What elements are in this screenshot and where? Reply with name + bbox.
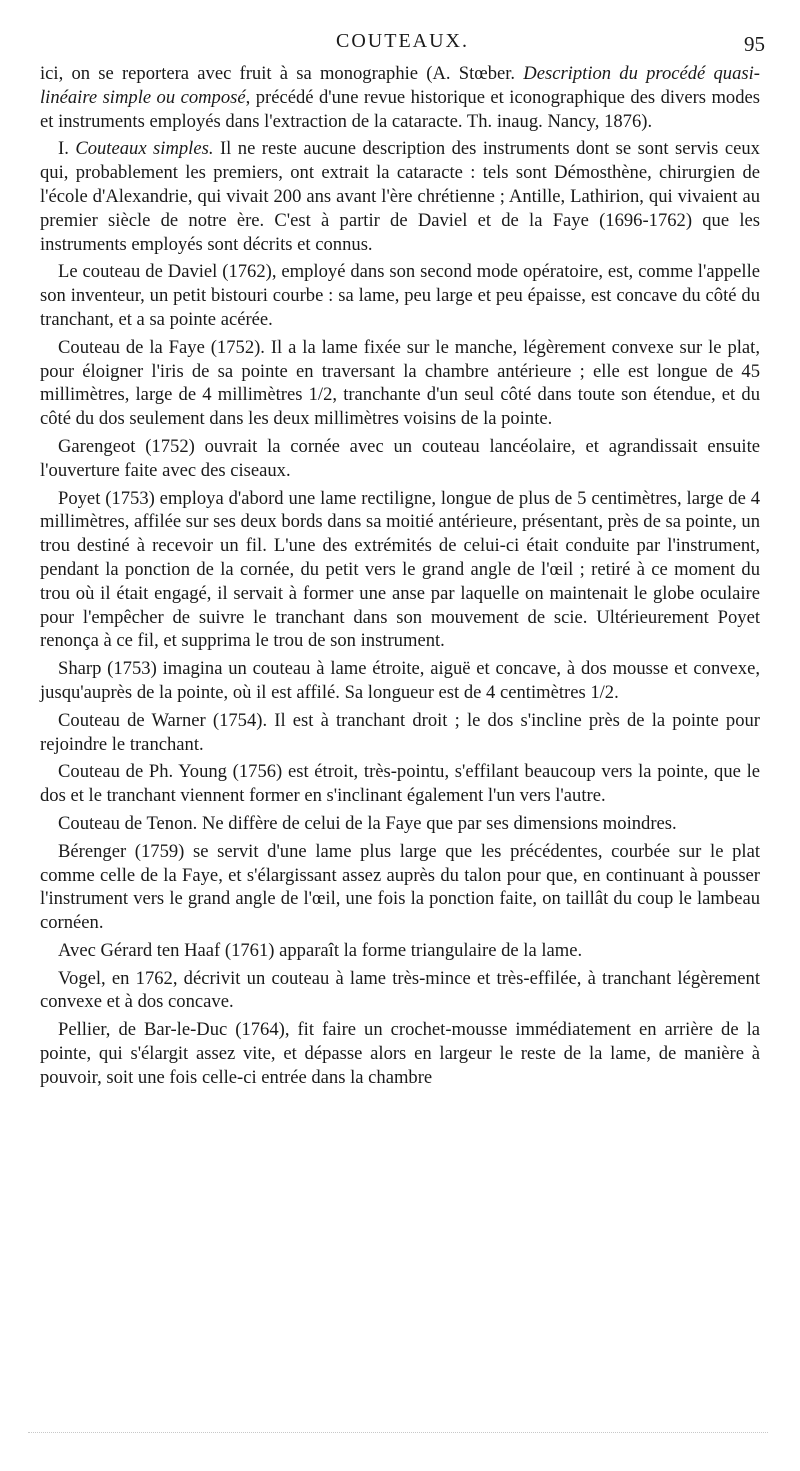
paragraph-text: Avec Gérard ten Haaf (1761) apparaît la forme triangulaire de la lame. — [58, 939, 583, 961]
paragraph-text: , précédé d'une revue historique et iconographique des divers modes et instruments employés dans l'extraction de la cataracte. Th. inaug. Nancy, 1876). — [40, 86, 761, 132]
paragraph-couteaux-simples — [40, 137, 760, 256]
paragraph-text: Bérenger (1759) se servit d'une lame plus large que les précédentes, courbée sur le plat comme celle de la Faye, et s'élargissant assez auprès du talon pour que, en continuant à pousser l'instrument vers le grand angle de l'œil, une fois la ponction faite, on taillât du coup le lambeau cornéen. — [40, 840, 760, 934]
paragraph-daviel — [40, 260, 760, 331]
paragraph-text: Il ne reste aucune description des instruments dont se sont servis ceux qui, probablement les premiers, ont extrait la cataracte : tels sont Démosthène, chirurgien de l'école d'Alexandrie, qui vivait 200 ans avant l'ère chrétienne ; Antille, Lathirion, qui vivaient au premier siècle de notre ère. C'est à partir de Daviel et de la Faye (1696-1762) que les instruments employés sont décrits et connus. — [40, 138, 760, 255]
paragraph-la-faye — [40, 336, 760, 431]
paragraph-text: Couteau de la Faye (1752). Il a la lame fixée sur le manche, légèrement convexe sur le plat, pour éloigner l'iris de sa pointe en traversant la chambre antérieure ; elle est longue de 45 millimètres, large de 4 millimètres 1/2, tranchante d'un seul côté dans toute son étendue, et du côté du dos seulement dans les deux millimètres voisins de la pointe. — [40, 336, 760, 430]
paragraph-poyet — [40, 487, 760, 654]
paragraph-ten-haaf — [40, 939, 760, 963]
body-text — [40, 62, 760, 1094]
paragraph-vogel — [40, 967, 760, 1015]
paragraph-tenon — [40, 812, 760, 836]
paragraph-text: Pellier, de Bar-le-Duc (1764), fit faire un crochet-mousse immédiatement en arrière de la pointe, qui s'élargit assez vite, et dépasse alors en largeur le reste de la lame, de manière à pouvoir, soit une fois celle-ci entrée dans la chambre — [40, 1019, 760, 1088]
paragraph-text: Garengeot (1752) ouvrait la cornée avec un couteau lancéolaire, et agrandissait ensuite l'ouverture faite avec des ciseaux. — [40, 435, 760, 481]
section-heading-italic: Couteaux simples. — [75, 138, 214, 160]
paragraph-continuation — [40, 62, 760, 133]
paragraph-pellier — [40, 1018, 760, 1089]
paragraph-garengeot — [40, 435, 760, 483]
paragraph-italic-text: Description du procédé quasi-linéaire simple ou composé — [40, 63, 760, 108]
paragraph-young — [40, 760, 760, 808]
section-number: I. — [58, 138, 76, 160]
paragraph-warner — [40, 709, 760, 757]
paragraph-text: Couteau de Warner (1754). Il est à tranchant droit ; le dos s'incline près de la pointe pour rejoindre le tranchant. — [40, 709, 760, 755]
running-title: COUTEAUX. — [336, 30, 469, 52]
paragraph-berenger — [40, 840, 760, 935]
page-number: 95 — [744, 32, 765, 56]
paragraph-text: Le couteau de Daviel (1762), employé dans son second mode opératoire, est, comme l'appelle son inventeur, un petit bistouri courbe : sa lame, peu large et peu épaisse, est concave du côté du tranchant, et a sa pointe acérée. — [40, 261, 760, 330]
paragraph-sharp — [40, 657, 760, 705]
paragraph-text: ici, on se reportera avec fruit à sa monographie (A. Stœber. — [40, 63, 524, 84]
paragraph-text: Couteau de Ph. Young (1756) est étroit, très-pointu, s'effilant beaucoup vers la pointe, que le dos et le tranchant viennent former en s'inclinant également l'un vers l'autre. — [40, 761, 760, 807]
paragraph-text: Poyet (1753) employa d'abord une lame rectiligne, longue de plus de 5 centimètres, large de 4 millimètres, affilée sur ses deux bords dans sa moitié antérieure, présentant, près de sa pointe, un trou destiné à recevoir un fil. L'une des extrémités de celui-ci était conduite par l'instrument, pendant la ponction de la cornée, du petit vers le grand angle de l'œil ; retiré à ce moment du trou où il était engagé, il servait à former une anse par laquelle on maintenait le globe oculaire pour l'empêcher de suivre le tranchant dans son mouvement de scie. Ultérieurement Poyet renonça à ce fil, et supprima le trou de son instrument. — [40, 487, 760, 652]
running-head — [40, 30, 765, 60]
paragraph-text: Couteau de Tenon. Ne diffère de celui de la Faye que par ses dimensions moindres. — [58, 812, 677, 834]
page-bottom-smudge — [28, 1432, 768, 1439]
paragraph-text: Sharp (1753) imagina un couteau à lame étroite, aiguë et concave, à dos mousse et convexe, jusqu'auprès de la pointe, où il est affilé. Sa longueur est de 4 centimètres 1/2. — [40, 658, 760, 703]
paragraph-text: Vogel, en 1762, décrivit un couteau à lame très-mince et très-effilée, à tranchant légèrement convexe et à dos concave. — [40, 967, 760, 1013]
